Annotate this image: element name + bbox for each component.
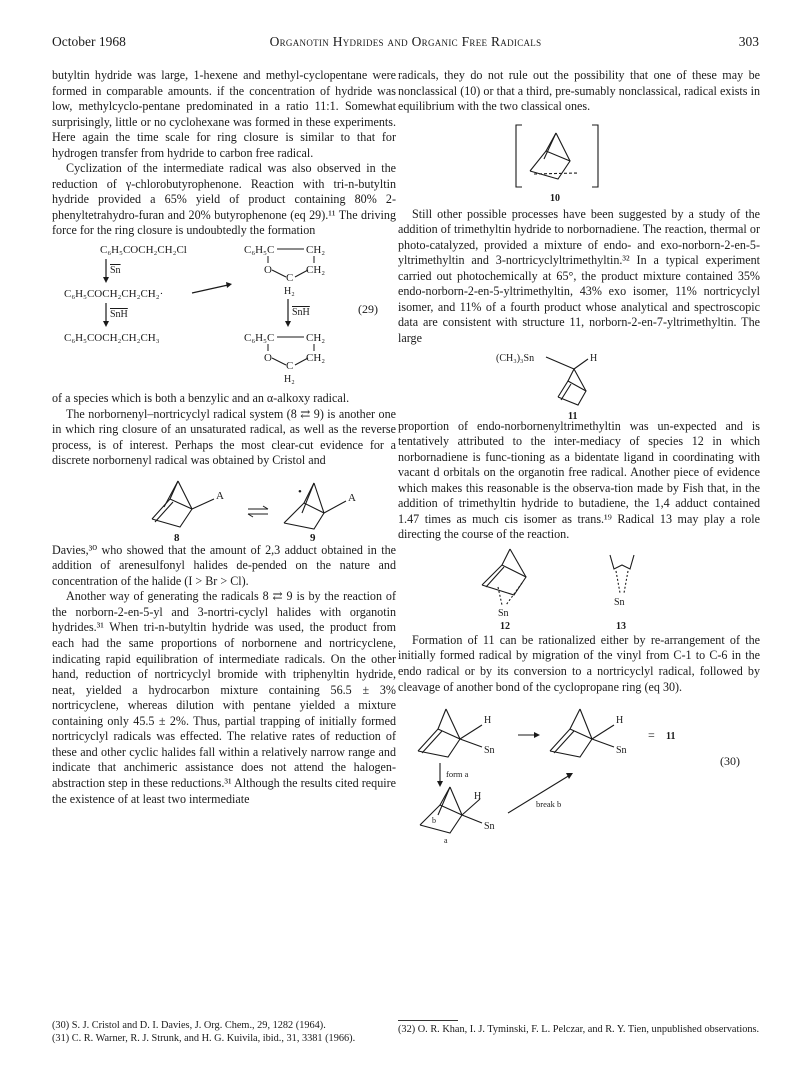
header-title: Organotin Hydrides and Organic Free Radicals (269, 34, 542, 49)
eq29-reagent-3: SnH (292, 307, 310, 319)
compound-number-11: 11 (568, 410, 578, 419)
paragraph: of a species which is both a benzylic and an α-alkoxy radical. (52, 391, 350, 406)
tin-label: Sn (616, 745, 627, 757)
ring-h2: H₂ (284, 374, 295, 386)
arrow-head (103, 321, 109, 327)
figure-12-13 (398, 543, 760, 633)
paragraph: butyltin hydride was large, 1-hexene and methyl-cyclopentane were formed in comparable amounts. if the concentration of hydride was low, methylcyclo-pentane predominated in a ratio 11:1. Somewhat surprisingly, little or no cyclohexane was formed in these experiments. Here again the time scale for ring closure is similar to that for hydrogen transfer from hydride to carbon free radical. (52, 68, 396, 160)
equation-number: (30) (720, 754, 740, 769)
substituent-a: A (216, 489, 224, 502)
figure-11-drawing (398, 347, 760, 419)
paragraph: radicals, they do not rule out the possibility that one of these may be nonclassical (10) or that a third, pre-sumably nonclassical, radical exists in equilibrium with the two classical ones. (398, 68, 760, 114)
ring-ch2-b: CH₂ (306, 264, 326, 277)
structure-11 (546, 357, 588, 405)
step-label-form-a: form a (446, 769, 469, 780)
paragraph: Another way of generating the radicals 8 ⇄ 9 is by the reaction of the norborn-2-en-5-yl and 3-nortri-cyclyl halides with organotin hydrides.³¹ When tri-n-butyltin hydride was used, the product from each had the same proportions of norbornene and nortricyclene, indicating rapid equilibration of intermediate radicals. On the other hand, reduction of nortricyclyl bromide with triphenyltin hydride, neat, yielded a hydrocarbon mixture containing 56.5 ± 3% nortricyclene, whereas dilution with pentane yielded a mixture containing only 45.5 ± 2%. Thus, partial trapping of initially formed nortricyclyl radicals was effected. The relative rates of reduction of these and other cyclic halides fall within a relatively narrow range and indicate that anchimeric assistance does not attend the halogen-abstraction step in these reductions.³¹ Although the results cited require the existence of at least two intermediate (52, 589, 396, 806)
structure-12 (482, 549, 526, 605)
eq29-reactant: C₆H₅COCH₂CH₂Cl (100, 244, 187, 257)
eq30-reactant (418, 709, 482, 757)
ring-ch2-b: CH₂ (306, 352, 326, 365)
arrow-head (437, 781, 443, 787)
eq29-reagent-2: SnH (110, 309, 128, 321)
figure-12-13-drawing (398, 543, 760, 633)
substituent-a: A (348, 491, 356, 504)
equilibrium-arrows (248, 506, 268, 517)
tin-label: Sn (484, 821, 495, 833)
footnotes-left (52, 1020, 396, 1045)
eq30-nortricyclyl (420, 787, 482, 833)
figure-11 (398, 347, 760, 419)
compound-number-13: 13 (616, 620, 626, 632)
eq30-intermediate (550, 709, 614, 757)
paragraph: The norbornenyl–nortricyclyl radical system (8 ⇄ 9) is another one in which ring closure of an unsaturated radical, as well as the reverse process, is of interest. Perhaps the most clear-cut evidence for a discrete norbornenyl radical was obtained by Cristol and (52, 406, 396, 468)
paragraph: Cyclization of the intermediate radical was also observed in the reduction of γ-chlorobutyrophenone. Reaction with tri-n-butyltin hydride provided a 65% yield of product containing 80% 2-phenyltetrahydro-furan and 20% butyrophenone (eq 29).¹¹ The driving force for the ring closure is undoubtedly the formation (52, 161, 396, 238)
ring-ch2: CH₂ (306, 244, 326, 257)
eq29-reagent-1: Sn (110, 265, 121, 277)
bond (272, 270, 286, 277)
bond-label-a: a (444, 836, 448, 846)
footnotes-right (398, 1024, 760, 1037)
paragraph: Davies,³⁰ who showed that the amount of 2,3 adduct obtained in the addition of arenesulfonyl halides de-pended on the nature and concentration of the halide (I > Br > Cl). (52, 542, 396, 588)
structure-13 (610, 555, 634, 593)
tin-label-12: Sn (498, 607, 509, 619)
eq29-product: C₆H₅COCH₂CH₂CH₃ (64, 332, 160, 345)
arrow-head (285, 321, 291, 327)
compound-number-10: 10 (550, 192, 560, 204)
ring-c6h5c: C₆H₅C (244, 332, 275, 345)
ring-c: C (286, 360, 294, 373)
ring-c6h5c: C₆H₅C (244, 244, 275, 257)
footnote-32: (32) O. R. Khan, I. J. Tyminski, F. L. Pelczar, and R. Y. Tien, unpublished observations. (398, 1024, 760, 1035)
ring-o: O (264, 264, 272, 277)
bond-label-b: b (432, 816, 436, 826)
step-label-break-b: break b (536, 799, 562, 810)
arrow-head (566, 773, 573, 779)
figure-10 (398, 115, 760, 207)
equation-30 (398, 695, 760, 845)
ring-c: C (286, 272, 294, 285)
tin-label-13: Sn (614, 596, 625, 608)
left-column (52, 68, 396, 807)
running-header (52, 34, 759, 54)
compound-number-12: 12 (500, 620, 510, 632)
equation-number: (29) (358, 302, 378, 317)
radical-dot: • (298, 485, 302, 498)
footnote-rule (398, 1020, 458, 1021)
paragraph: proportion of endo-norbornenyltrimethyltin was un-expected and is tentatively attributed to the inter-mediacy of species 12 in which norbornadiene is func-tioning as a bidentate ligand in coordinating with vacant d orbitals on the organotin free radical. Another piece of evidence which makes this reasonable is the observa-tion made by Fish that, in the addition of trimethyltin hydride to butadiene, the 1,4 adduct contained 1.47 times as much cis isomer as trans.¹⁹ Radical 13 may play a role directing the course of the reaction. (398, 418, 760, 542)
equation-30-drawing (398, 695, 760, 845)
eq29-radical: C₆H₅COCH₂CH₂CH₂· (64, 288, 164, 301)
equation-29 (52, 239, 396, 391)
hydrogen-label: H (484, 715, 492, 727)
arrow-head (534, 732, 540, 738)
ring-h2: H₂ (284, 286, 295, 298)
equals-sign: = (648, 728, 655, 743)
equation-29-drawing (52, 239, 396, 391)
trimethyltin-group: (CH₃)₃Sn (496, 352, 535, 364)
bond (272, 358, 286, 365)
figure-8-9 (52, 469, 396, 543)
paragraph: Formation of 11 can be rationalized either by re-arrangement of the initially formed radical by migration of the vinyl from C-1 to C-6 in the endo radical or by its conversion to a nortricyclyl radical, followed by cleavage of another bond of the cyclopropane ring (eq 30). (398, 632, 760, 694)
compound-number-8: 8 (174, 531, 180, 543)
footnote-30: (30) S. J. Cristol and D. I. Davies, J. Org. Chem., 29, 1282 (1964). (52, 1020, 326, 1031)
compound-number-11: 11 (666, 731, 676, 743)
page-number: 303 (738, 34, 759, 49)
tin-label: Sn (484, 745, 495, 757)
structure-8 (152, 481, 214, 527)
right-column (398, 68, 760, 845)
arrow-diag (192, 285, 228, 293)
ring-ch2: CH₂ (306, 332, 326, 345)
hydrogen-label: H (616, 715, 624, 727)
structure-10 (516, 125, 598, 187)
arrow-head (226, 282, 232, 288)
paragraph: Still other possible processes have been suggested by a study of the addition of trimethyltin hydride to norbornadiene. The reaction, thermal or photo-catalyzed, provided a mixture of endo- and exo-norborn-2-en-5-yltrimethyltin and 3-nortricyclyltrimethyltin.³² In a typical experiment carried out photochemically at 65°, the product mixture contained 35% endo-norborn-2-en-5-yltrimethyltin, 43% exo isomer, 11% nortricyclyl isomer, and 11% of a fourth product whose analytical and spectroscopic data are consistent with structure 11, norborn-2-en-7-yltrimethyltin. The large (398, 206, 760, 346)
ring-o: O (264, 352, 272, 365)
header-date: October 1968 (52, 34, 126, 49)
hydrogen-label: H (474, 791, 482, 803)
arrow-head (103, 277, 109, 283)
hydrogen-label: H (590, 352, 598, 364)
footnote-31: (31) C. R. Warner, R. J. Strunk, and H. G. Kuivila, ibid., 31, 3381 (1966). (52, 1032, 356, 1044)
figure-10-drawing (398, 115, 760, 207)
compound-number-9: 9 (310, 531, 316, 543)
figure-8-9-drawing (52, 469, 396, 543)
structure-9 (284, 483, 346, 529)
